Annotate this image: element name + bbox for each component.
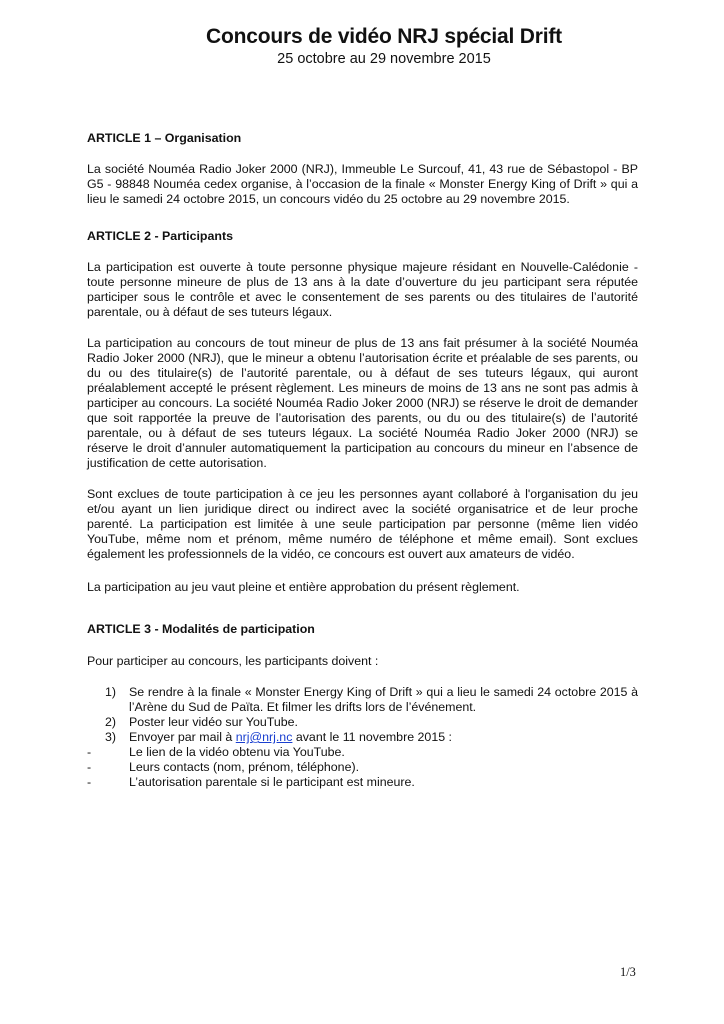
list-item-text: Poster leur vidéo sur YouTube.: [129, 715, 298, 729]
list-item: [87, 715, 638, 730]
document-body: [87, 131, 638, 790]
dash-bullet: -: [87, 745, 92, 759]
document-title: Concours de vidéo NRJ spécial Drift: [206, 25, 562, 48]
dash-bullet: -: [87, 775, 92, 789]
list-item-text-before: Envoyer par mail à: [129, 730, 236, 744]
article-3-intro: Pour participer au concours, les participants doivent :: [87, 654, 379, 668]
sub-list-item-text: Leurs contacts (nom, prénom, téléphone).: [129, 760, 360, 774]
list-item-number: 1): [105, 685, 117, 699]
sub-list-item: [87, 760, 638, 775]
email-contents-list: [87, 745, 638, 790]
sub-list-item: [87, 775, 638, 790]
article-2-paragraph-1: La participation est ouverte à toute personne physique majeure résidant en Nouvelle-Calédonie - toute personne mineure de plus de 13 ans à la date d’ouverture du jeu participant sera réputée participer sous le contrôle et avec le consentement de ses parents ou des titulaires de l’autorité parentale, ou à défaut de ses tuteurs légaux.: [87, 260, 638, 319]
article-1-heading: ARTICLE 1 – Organisation: [87, 131, 242, 145]
article-2-paragraph-3: Sont exclues de toute participation à ce jeu les personnes ayant collaboré à l'organisation du jeu et/ou ayant un lien juridique direct ou indirect avec la société organisatrice et de leur proche parenté. La participation est limitée à une seule participation par personne (même lien vidéo YouTube, même nom et prénom, même numéro de téléphone et même email). Sont exclues également les professionnels de la vidéo, ce concours est ouvert aux amateurs de vidéo.: [87, 487, 638, 561]
article-2-paragraph-2: La participation au concours de tout mineur de plus de 13 ans fait présumer à la société Nouméa Radio Joker 2000 (NRJ), que le mineur a obtenu l’autorisation écrite et préalable de ses parents, ou du ou des titulaire(s) de l’autorité parentale, ou à défaut de ses tuteurs légaux, qui auront préalablement accepté le présent règlement. Les mineurs de moins de 13 ans ne sont pas admis à participer au concours. La société Nouméa Radio Joker 2000 (NRJ) se réserve le droit de demander que soit rapportée la preuve de l’autorisation des parents, ou du ou des titulaire(s) de l’autorité parentale, ou à défaut de ses tuteurs légaux. La société Nouméa Radio Joker 2000 (NRJ) se réserve le droit d’annuler automatiquement la participation au concours du mineur en l’absence de justification de cette autorisation.: [87, 336, 638, 470]
sub-list-item-text: L’autorisation parentale si le participant est mineure.: [129, 775, 415, 789]
list-item-text-after: avant le 11 novembre 2015 :: [292, 730, 452, 744]
article-2-heading: ARTICLE 2 - Participants: [87, 229, 233, 243]
list-item-text: Se rendre à la finale « Monster Energy King of Drift » qui a lieu le samedi 24 octobre 2015 à l’Arène du Sud de Païta. Et filmer les drifts lors de l’événement.: [129, 685, 638, 714]
sub-list-item-text: Le lien de la vidéo obtenu via YouTube.: [129, 745, 345, 759]
list-item: [87, 730, 638, 745]
document-subtitle: 25 octobre au 29 novembre 2015: [277, 51, 491, 67]
list-item: [87, 685, 638, 715]
page-number: 1/3: [620, 965, 636, 979]
participation-steps-list: [87, 685, 638, 745]
dash-bullet: -: [87, 760, 92, 774]
list-item-number: 2): [105, 715, 117, 729]
list-item-number: 3): [105, 730, 117, 744]
article-1-paragraph: La société Nouméa Radio Joker 2000 (NRJ), Immeuble Le Surcouf, 41, 43 rue de Sébastopol - BP G5 - 98848 Nouméa cedex organise, à l’occasion de la finale « Monster Energy King of Drift » qui a lieu le samedi 24 octobre 2015, un concours vidéo du 25 octobre au 29 novembre 2015.: [87, 162, 638, 206]
sub-list-item: [87, 745, 638, 760]
email-link[interactable]: nrj@nrj.nc: [235, 730, 293, 744]
article-3-heading: ARTICLE 3 - Modalités de participation: [87, 622, 315, 636]
article-2-paragraph-4: La participation au jeu vaut pleine et entière approbation du présent règlement.: [87, 580, 520, 594]
